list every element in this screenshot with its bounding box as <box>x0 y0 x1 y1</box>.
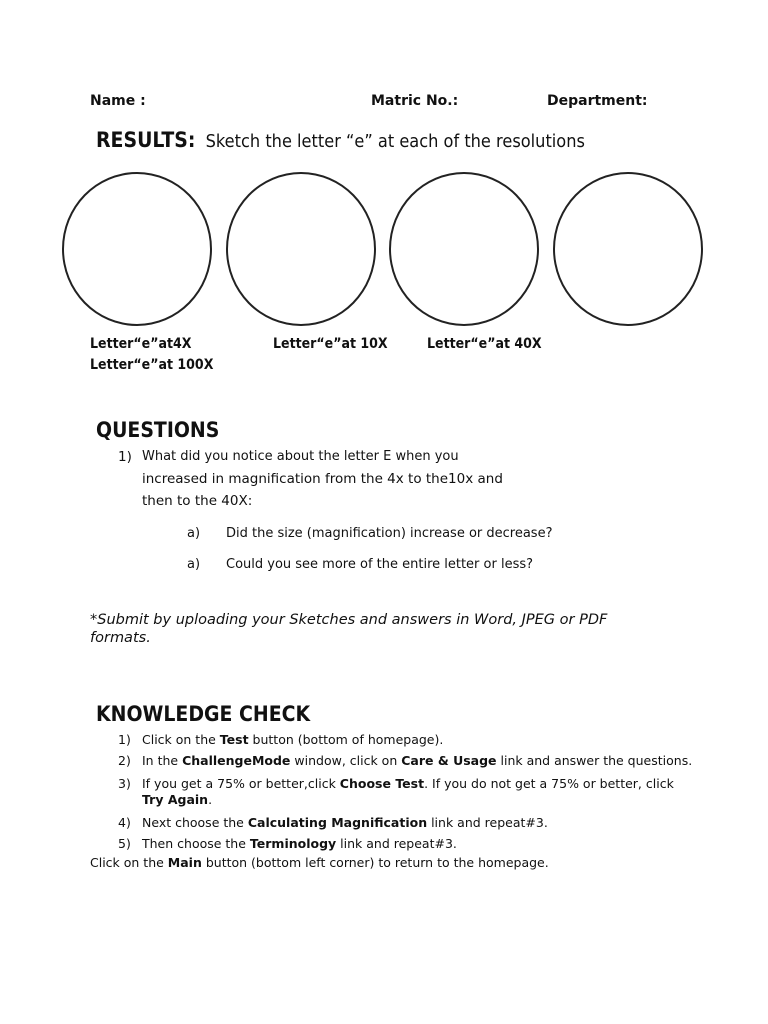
knowledge-check-title: KNOWLEDGE CHECK <box>96 702 311 726</box>
question-1-line-1: What did you notice about the letter E when you <box>142 449 459 464</box>
caption-10x: Letter“e”at 10X <box>273 336 388 352</box>
choose-test-ref: Choose Test <box>339 776 425 791</box>
question-1-text <box>142 446 562 512</box>
item-number: 5) <box>118 836 131 851</box>
question-1-line-3: then to the 40X: <box>142 493 253 509</box>
item-text: In the ChallengeMode window, click on Care & Usage link and answer the questions. <box>142 753 693 768</box>
caption-100x: Letter“e”at 100X <box>90 357 214 373</box>
matric-label: Matric No.: <box>371 93 459 109</box>
main-button-ref: Main <box>167 855 202 870</box>
item-text: If you get a 75% or better,click Choose Test. If you do not get a 75% or better, click Try Again. <box>142 776 674 807</box>
item-number: 4) <box>118 815 131 830</box>
questions-title: QUESTIONS <box>96 418 220 442</box>
item-number: 1) <box>118 732 131 747</box>
question-1-line-2: increased in magnification from the 4x to the10x and <box>142 471 503 487</box>
results-subtitle: Sketch the letter “e” at each of the resolutions <box>205 131 585 152</box>
test-button-ref: Test <box>219 732 249 747</box>
subquestion-b-text: Could you see more of the entire letter or less? <box>226 557 534 572</box>
subquestion-a-label: a) <box>187 526 201 541</box>
item-text: Next choose the Calculating Magnification link and repeat#3. <box>142 815 548 830</box>
subquestion-b-label: a) <box>187 557 201 572</box>
item-text: Then choose the Terminology link and repeat#3. <box>142 836 457 851</box>
main-button-instruction: Click on the Main button (bottom left corner) to return to the homepage. <box>90 855 549 870</box>
subquestion-a-text: Did the size (magnification) increase or decrease? <box>226 526 553 541</box>
list-item <box>118 815 698 831</box>
caption-4x: Letter“e”at4X <box>90 336 192 352</box>
sketch-circle-40x <box>389 172 539 326</box>
department-label: Department: <box>547 93 648 109</box>
question-1-number: 1) <box>118 449 132 465</box>
submit-note: *Submit by uploading your Sketches and answers in Word, JPEG or PDF formats. <box>90 612 608 646</box>
item-number: 2) <box>118 753 131 768</box>
caption-40x: Letter“e”at 40X <box>427 336 542 352</box>
knowledge-check-list <box>118 732 698 852</box>
list-item <box>118 836 698 852</box>
list-item <box>118 732 698 748</box>
item-number: 3) <box>118 776 131 791</box>
list-item <box>118 753 698 769</box>
sketch-circle-4x <box>62 172 212 326</box>
try-again-ref: Try Again <box>142 792 209 807</box>
results-heading <box>96 128 585 152</box>
care-usage-ref: Care & Usage <box>401 753 497 768</box>
sketch-circle-100x <box>553 172 703 326</box>
challengemode-ref: ChallengeMode <box>182 753 291 768</box>
list-item <box>118 776 698 808</box>
name-label: Name : <box>90 93 146 109</box>
results-title: RESULTS: <box>96 128 196 152</box>
calculating-magnification-ref: Calculating Magnification <box>247 815 428 830</box>
sketch-circle-10x <box>226 172 376 326</box>
terminology-ref: Terminology <box>249 836 337 851</box>
item-text: Click on the Test button (bottom of homepage). <box>142 732 444 747</box>
